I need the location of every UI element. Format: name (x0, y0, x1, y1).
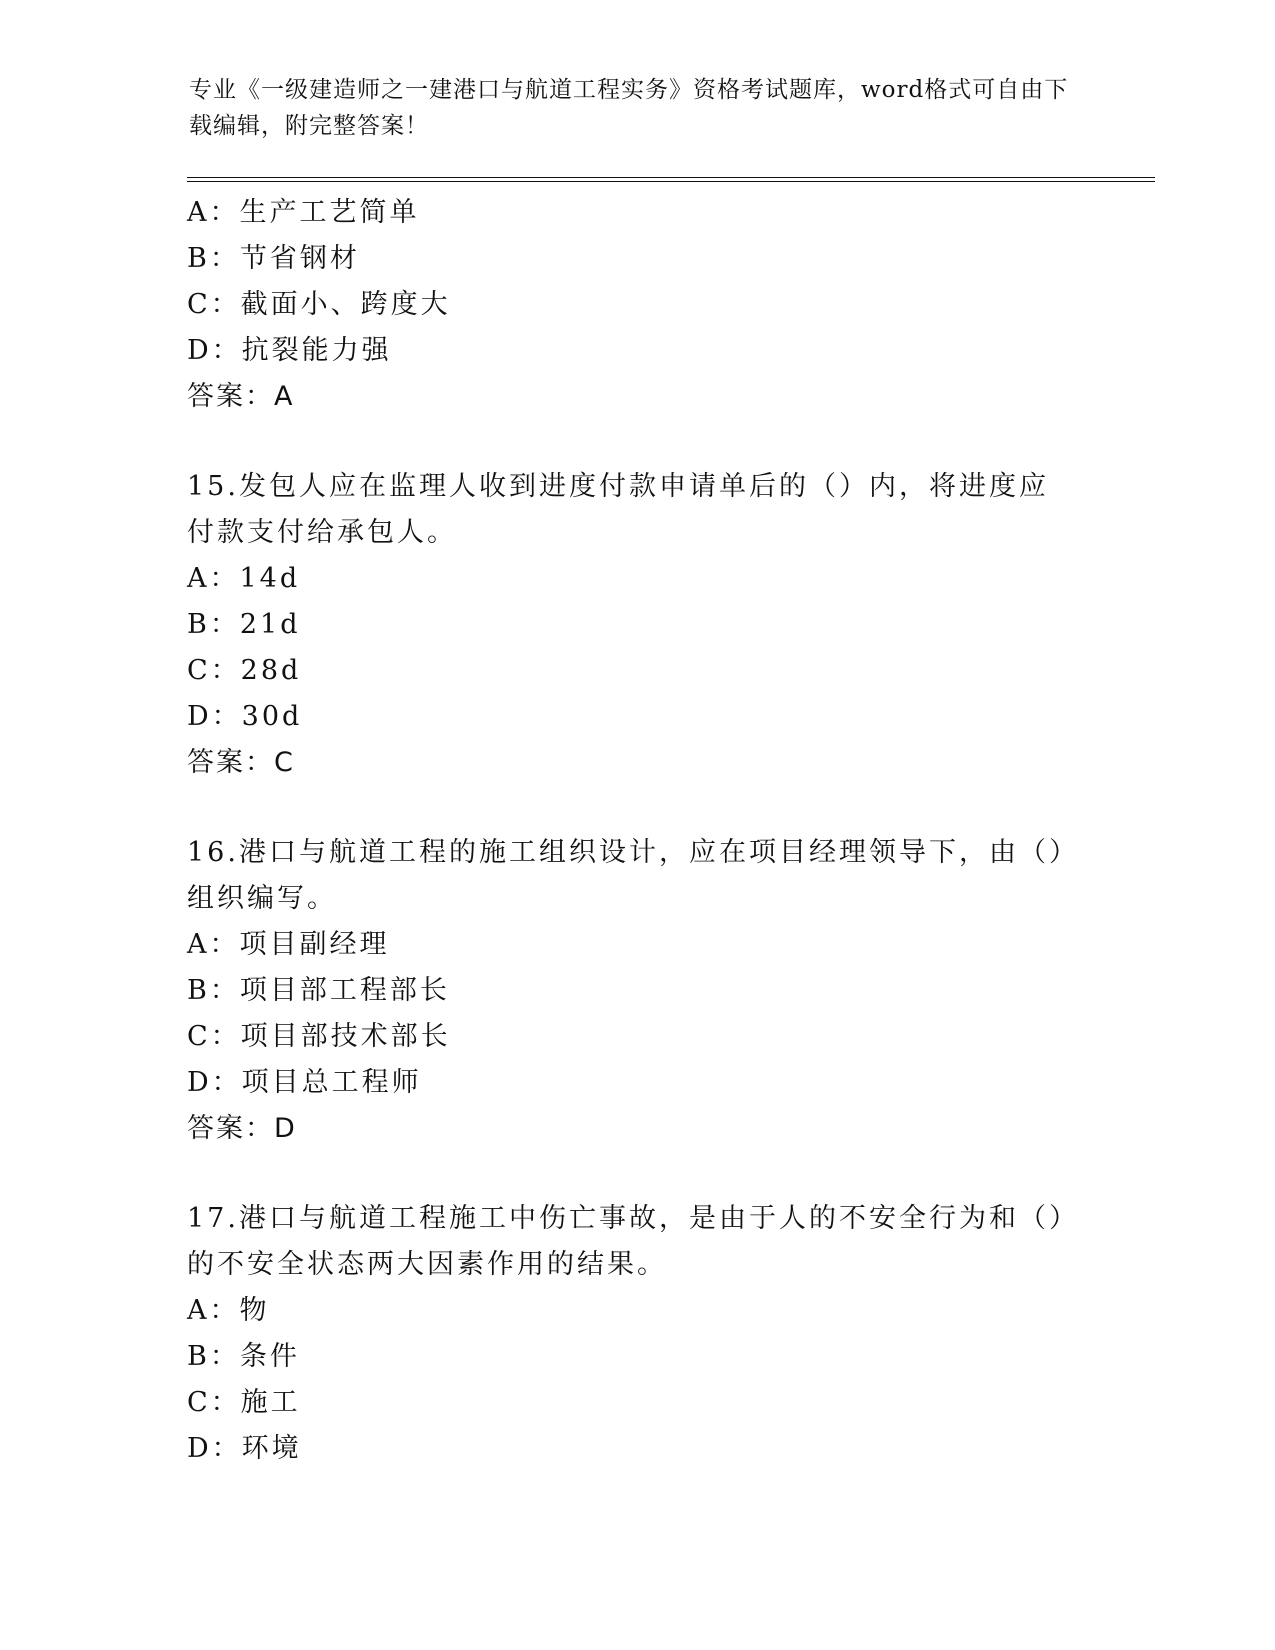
option-c: C：28d (187, 655, 302, 686)
option-a: A：14d (187, 563, 301, 594)
option-c: C：截面小、跨度大 (187, 289, 451, 320)
header-rule-top (187, 177, 1155, 178)
question-15 (187, 464, 1087, 786)
option-b: B：条件 (187, 1341, 300, 1372)
answer-line: 答案：C (187, 747, 295, 778)
option-b: B：节省钢材 (187, 243, 360, 274)
question-14-continued (187, 190, 1087, 420)
question-text: 15.发包人应在监理人收到进度付款申请单后的（）内，将进度应付款支付给承包人。 (187, 471, 1049, 548)
question-list (187, 190, 1087, 1472)
question-16 (187, 830, 1087, 1152)
question-text: 16.港口与航道工程的施工组织设计，应在项目经理领导下，由（）组织编写。 (187, 837, 1066, 914)
answer-line: 答案：D (187, 1113, 297, 1144)
header-rule-bottom (187, 181, 1155, 182)
question-text: 17.港口与航道工程施工中伤亡事故，是由于人的不安全行为和（）的不安全状态两大因素作用的结果。 (187, 1203, 1066, 1280)
option-a: A：物 (187, 1295, 270, 1326)
document-header: 专业《一级建造师之一建港口与航道工程实务》资格考试题库，word格式可自由下载编辑，附完整答案！ (189, 77, 1069, 139)
option-d: D：项目总工程师 (187, 1067, 422, 1098)
option-c: C：施工 (187, 1387, 301, 1418)
option-d: D：30d (187, 701, 303, 732)
question-17 (187, 1196, 1087, 1472)
option-d: D：环境 (187, 1433, 302, 1464)
option-a: A：生产工艺简单 (187, 197, 420, 228)
option-b: B：21d (187, 609, 301, 640)
option-a: A：项目副经理 (187, 929, 390, 960)
option-b: B：项目部工程部长 (187, 975, 450, 1006)
option-c: C：项目部技术部长 (187, 1021, 451, 1052)
option-d: D：抗裂能力强 (187, 335, 392, 366)
answer-line: 答案：A (187, 381, 295, 412)
